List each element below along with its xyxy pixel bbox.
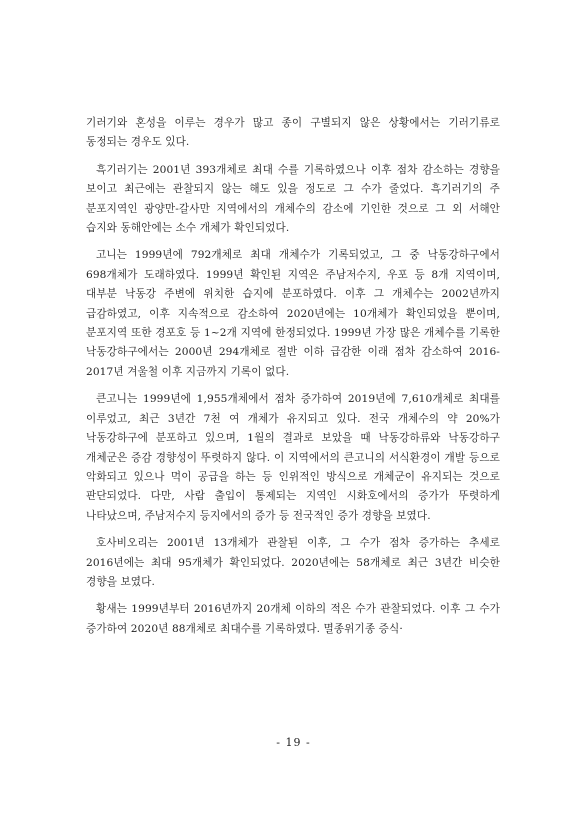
paragraph-whooper-swan: 큰고니는 1999년에 1,955개체에서 점차 증가하여 2019년에 7,610개체로 최대를 이루었고, 최근 3년간 7천 여 개체가 유지되고 있다. 전국 개체수의 약 20%가 낙동강하구에 분포하고 있으며, 1월의 결과로 보았을 때 낙동강하류와 낙동강하구 개체군은 증감 경향성이 뚜렷하지 않다. 이 지역에서의 큰고니의 서식환경이 개발 등으로 악화되고 있으나 먹이 공급을 하는 등 인위적인 방식으로 개체군이 유지되는 것으로 판단되었다. 다만, 사람 출입이 통제되는 지역인 시화호에서의 증가가 뚜렷하게 나타났으며, 주남저수지 등지에서의 증가 등 전국적인 증가 경향을 보였다. (86, 393, 500, 522)
paragraph-oriental-stork: 황새는 1999년부터 2016년까지 20개체 이하의 적은 수가 관찰되었다. 이후 그 수가 증가하여 2020년 88개체로 최대수를 기록하였다. 멸종위기종 증식· (86, 603, 500, 635)
paragraph-brant: 흑기러기는 2001년 393개체로 최대 수를 기록하였으나 이후 점차 감소하는 경향을 보이고 최근에는 관찰되지 않는 해도 있을 정도로 그 수가 줄었다. 흑기러기의 주 분포지역인 광양만-갈사만 지역에서의 개체수의 감소에 기인한 것으로 그 외 서해안 습지와 동해안에는 소수 개체가 확인되었다. (86, 163, 500, 235)
paragraph-continuation: 기러기와 혼성을 이루는 경우가 많고 종이 구별되지 않은 상황에서는 기러기류로 동정되는 경우도 있다. (86, 117, 500, 149)
document-body (86, 114, 500, 647)
paragraph-tundra-swan: 고니는 1999년에 792개체로 최대 개체수가 기록되었고, 그 중 낙동강하구에서 698개체가 도래하였다. 1999년 확인된 지역은 주남저수지, 우포 등 8개 지역이며, 대부분 낙동강 주변에 위치한 습지에 분포하였다. 이후 그 개체수는 2002년까지 급감하였고, 이후 지속적으로 감소하여 2020년에는 10개체가 확인되었을 뿐이며, 분포지역 또한 경포호 등 1~2개 지역에 한정되었다. 1999년 가장 많은 개체수를 기록한 낙동강하구에서는 2000년 294개체로 절반 이하 급감한 이래 점차 감소하여 2016-2017년 겨울철 이후 지금까지 기록이 없다. (86, 249, 500, 378)
page-number: - 19 - (276, 736, 311, 749)
paragraph-scaly-sided-merganser: 호사비오리는 2001년 13개체가 관찰된 이후, 그 수가 점차 증가하는 추세로 2016년에는 최대 95개체가 확인되었다. 2020년에는 58개체로 최근 3년간 비슷한 경향을 보였다. (86, 537, 500, 588)
